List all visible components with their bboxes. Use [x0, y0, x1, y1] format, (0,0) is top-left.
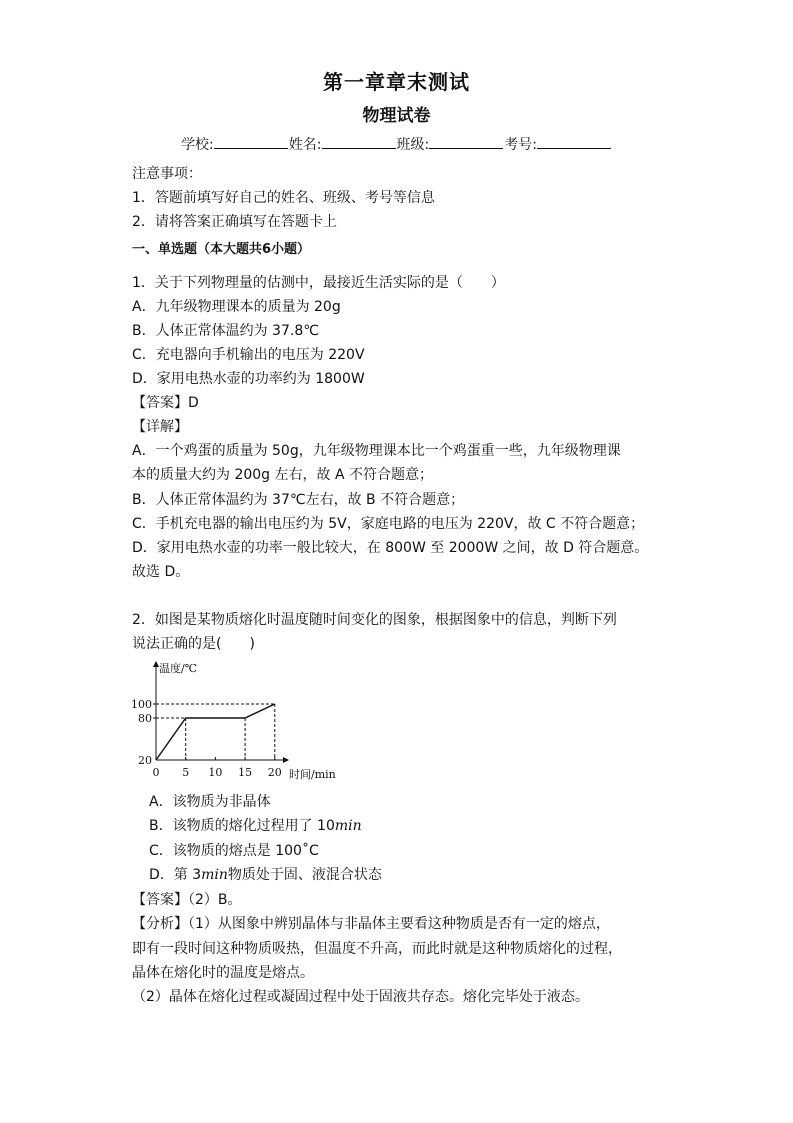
class-blank[interactable] — [429, 135, 503, 149]
y-tick-label: 20 — [138, 754, 152, 767]
x-tick-label: 10 — [208, 766, 223, 779]
exam-number-field — [504, 134, 612, 154]
q1-stem: 1．关于下列物理量的估测中，最接近生活实际的是（ ） — [132, 275, 505, 291]
q2-option-c: C．该物质的熔点是 100˚C — [149, 843, 319, 859]
notice-item: 2．请将答案正确填写在答题卡上 — [132, 214, 337, 230]
exam-title: 第一章章末测试 — [323, 70, 470, 94]
notice-heading: 注意事项： — [132, 166, 202, 182]
y-axis-label: 温度/℃ — [159, 662, 198, 675]
y-tick-label: 80 — [138, 712, 152, 725]
class-label: 班级: — [396, 137, 430, 153]
q2-analysis-line: 晶体在熔化时的温度是熔点。 — [132, 965, 314, 981]
q1-option-c: C．充电器向手机输出的电压为 220V — [132, 347, 365, 363]
exam-subtitle: 物理试卷 — [362, 106, 431, 126]
q1-detail-line: 故选 D。 — [132, 564, 190, 580]
exam-number-blank[interactable] — [537, 135, 611, 149]
q1-detail-line: B．人体正常体温约为 37℃左右，故 B 不符合题意； — [132, 492, 465, 508]
melting-curve-series — [156, 704, 275, 760]
x-tick-label: 5 — [182, 766, 190, 779]
student-info-row — [0, 134, 793, 154]
x-tick-label: 0 — [152, 766, 160, 779]
section-heading: 一、单选题（本大题共6小题） — [132, 242, 311, 257]
school-label: 学校: — [181, 137, 214, 153]
x-tick-label: 20 — [267, 766, 282, 779]
y-tick-label: 100 — [131, 698, 152, 711]
q1-detail-line: A．一个鸡蛋的质量为 50g，九年级物理课本比一个鸡蛋重一些，九年级物理课 — [132, 443, 621, 459]
q2-analysis-line: （2）晶体在熔化过程或凝固过程中处于固液共存态。熔化完毕处于液态。 — [132, 989, 589, 1005]
q2-option-b-text: B．该物质的熔化过程用了 10 — [149, 818, 335, 834]
q1-detail-line: D．家用电热水壶的功率一般比较大，在 800W 至 2000W 之间，故 D 符合题意。 — [132, 540, 649, 556]
q2-analysis-line: 即有一段时间这种物质吸热，但温度不升高，而此时就是这种物质熔化的过程， — [132, 941, 622, 957]
notice-item: 1．答题前填写好自己的姓名、班级、考号等信息 — [132, 190, 435, 206]
q2-option-d-text: D．第 3 — [149, 867, 202, 883]
q1-option-a: A．九年级物理课本的质量为 20g — [132, 299, 341, 315]
q2-stem-line: 说法正确的是( ) — [132, 636, 255, 652]
q1-option-d: D．家用电热水壶的功率约为 1800W — [132, 371, 365, 387]
q2-answer: 【答案】（2）B。 — [132, 892, 242, 908]
q1-detail-label: 【详解】 — [132, 419, 188, 435]
school-field — [181, 134, 289, 154]
school-blank[interactable] — [214, 135, 288, 149]
x-axis-label: 时间/min — [289, 768, 336, 781]
q2-option-b — [149, 815, 362, 835]
q2-option-d — [149, 864, 382, 884]
class-field — [397, 134, 505, 154]
q1-detail-line: C．手机充电器的输出电压约为 5V，家庭电路的电压为 220V，故 C 不符合题意； — [132, 516, 645, 532]
q1-option-b: B．人体正常体温约为 37.8℃ — [132, 323, 319, 339]
q1-answer: 【答案】D — [132, 395, 199, 411]
name-blank[interactable] — [322, 135, 396, 149]
name-label: 姓名: — [288, 137, 322, 153]
q1-detail-line: 本的质量大约为 200g 左右，故 A 不符合题意； — [132, 467, 433, 483]
x-tick-label: 15 — [238, 766, 253, 779]
exam-number-label: 考号: — [504, 137, 537, 153]
q2-option-b-unit: min — [334, 818, 362, 834]
q2-stem-line: 2．如图是某物质熔化时温度随时间变化的图象，根据图象中的信息，判断下列 — [132, 612, 617, 628]
q2-analysis-line: 【分析】（1）从图象中辨别晶体与非晶体主要看这种物质是否有一定的熔点， — [132, 916, 610, 932]
name-field — [289, 134, 397, 154]
q2-option-d-unit: min — [201, 867, 228, 883]
melting-curve-chart — [128, 656, 358, 782]
q2-option-d-rest: 物质处于固、液混合状态 — [227, 867, 382, 883]
q2-option-a: A．该物质为非晶体 — [149, 794, 271, 810]
